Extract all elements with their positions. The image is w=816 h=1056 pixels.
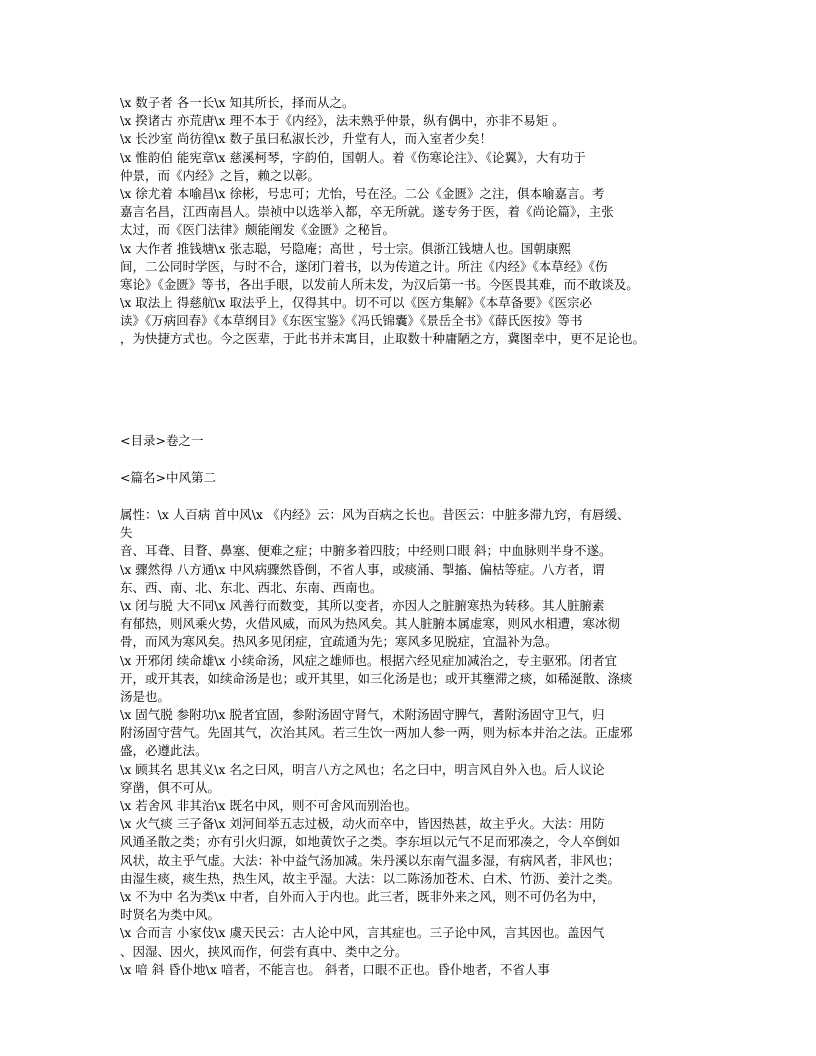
text-line: \x 开邪闭 续命雄\x 小续命汤，风症之雄师也。根据六经见症加减治之，专主驱邪。闭者宜 <box>120 652 617 668</box>
text-line: 寒论》《金匮》等书，各出手眼，以发前人所未发，为汉后第一书。今医畏其难，而不敢谈及。 <box>120 276 639 292</box>
text-line: \x 顾其名 思其义\x 名之曰风，明言八方之风也；名之曰中，明言风自外入也。后人议论 <box>120 761 605 777</box>
text-line: 东、西、南、北、东北、西北、东南、西南也。 <box>120 579 383 595</box>
text-line: 由湿生痰，痰生热，热生风，故主乎湿。大法：以二陈汤加苍术、白术、竹沥、姜汁之类。 <box>120 870 621 886</box>
text-line: \x 长沙室 尚彷徨\x 数子虽曰私淑长沙，升堂有人，而入室者少矣！ <box>120 131 492 147</box>
spacer <box>120 450 810 469</box>
document-page <box>120 94 810 979</box>
text-line: \x 不为中 名为类\x 中者，自外而入于内也。此三者，既非外来之风，则不可仍名为中， <box>120 888 605 904</box>
toc-label: <目录>卷之一 <box>120 432 204 448</box>
text-line: 、因湿、因火，挟风而作，何尝有真中、类中之分。 <box>120 943 408 959</box>
spacer <box>120 349 810 432</box>
chapter-label: <篇名>中风第二 <box>120 469 216 485</box>
passage-section-a <box>120 94 810 349</box>
text-line: \x 骤然得 八方通\x 中风病骤然昏倒，不省人事，或痰涌、掣搐、偏枯等症。八方者，谓 <box>120 561 605 577</box>
text-line: \x 固气脱 参附功\x 脱者宜固，参附汤固守肾气，术附汤固守脾气，耆附汤固守卫气，归 <box>120 707 605 723</box>
text-line: 开，或开其表，如续命汤是也；或开其里，如三化汤是也；或开其壅滞之痰，如稀涎散、涤痰 <box>120 670 633 686</box>
text-line: \x 若舍风 非其治\x 既名中风，则不可舍风而别治也。 <box>120 798 417 813</box>
text-line: \x 数子者 各一长\x 知其所长，择而从之。 <box>120 95 355 110</box>
text-line: 太过，而《医门法律》颇能阐发《金匮》之秘旨。 <box>120 222 396 238</box>
text-line: 读》《万病回春》《本草纲目》《东医宝鉴》《冯氏锦囊》《景岳全书》《薛氏医按》等书 <box>120 313 583 329</box>
text-line: \x 惟韵伯 能宪章\x 慈溪柯琴，字韵伯，国朝人。着《伤寒论注》、《论翼》，大有功于 <box>120 149 586 165</box>
text-line: 时贤名为类中风。 <box>120 907 221 923</box>
text-line: 附汤固守营气。先固其气，次治其风。若三生饮一两加人参一两，则为标本并治之法。正虚邪 <box>120 725 633 741</box>
text-line: 风状，故主乎气虚。大法：补中益气汤加减。朱丹溪以东南气温多湿，有病风者，非风也； <box>120 852 621 868</box>
text-line: 有郁热，则风乘火势，火借风威，而风为热风矣。其人脏腑本属虚寒，则风水相遭，寒冰彻 <box>120 616 621 632</box>
text-line: 穿凿，俱不可从。 <box>120 779 221 795</box>
text-line: \x 合而言 小家伎\x 虞天民云：古人论中风，言其症也。三子论中风，言其因也。盖因气 <box>120 925 605 941</box>
text-line: \x 喑 斜 昏仆地\x 喑者，不能言也。 斜者，口眼不正也。昏仆地者，不省人事 <box>120 961 550 977</box>
text-line: \x 取法上 得慈航\x 取法乎上，仅得其中。切不可以《医方集解》《本草备要》《医宗必 <box>120 295 592 311</box>
text-line: 仲景，而《内经》之旨，赖之以彰。 <box>120 167 321 183</box>
text-line: 嘉言名昌，江西南昌人。崇祯中以选举入都，卒无所就。遂专务于医，着《尚论篇》，主张 <box>120 204 614 220</box>
text-line: 汤是也。 <box>120 688 171 704</box>
text-line: \x 火气痰 三子备\x 刘河间举五志过极，动火而卒中，皆因热甚，故主乎火。大法：用防 <box>120 816 605 832</box>
text-line: 失 <box>120 525 133 541</box>
text-line: 风通圣散之类；亦有引火归源，如地黄饮子之类。李东垣以元气不足而邪凑之，令人卒倒如 <box>120 834 621 850</box>
text-line: 盛，必遵此法。 <box>120 743 208 759</box>
text-line: 音、耳聋、目瞀、鼻塞、便难之症；中腑多着四肢；中经则口眼 斜；中血脉则半身不遂。 <box>120 543 612 559</box>
text-line: \x 闭与脱 大不同\x 风善行而数变，其所以变者，亦因人之脏腑寒热为转移。其人脏腑素 <box>120 597 605 613</box>
text-line: ，为快捷方式也。今之医辈，于此书并未寓目，止取数十种庸陋之方，冀图幸中，更不足论也。 <box>120 331 646 347</box>
text-line: 属性：\x 人百病 首中风\x 《内经》云：风为百病之长也。昔医云：中脏多滞九窍，有唇缓、 <box>120 507 630 522</box>
text-line: 骨，而风为寒风矣。热风多见闭症，宜疏通为先；寒风多见脱症，宜温补为急。 <box>120 634 558 650</box>
text-line: \x 揆诸古 亦荒唐\x 理不本于《内经》，法未熟乎仲景，纵有偶中，亦非不易矩 。 <box>120 113 565 129</box>
text-line: \x 徐尤着 本喻昌\x 徐彬，号忠可；尤怡，号在泾。二公《金匮》之注，俱本喻嘉言。考 <box>120 185 605 201</box>
passage-section-b <box>120 506 810 979</box>
spacer <box>120 487 810 506</box>
text-line: \x 大作者 推钱塘\x 张志聪，号隐庵；高世 ，号士宗。俱浙江钱塘人也。国朝康熙 <box>120 240 571 256</box>
text-line: 间，二公同时学医，与时不合，遂闭门着书，以为传道之计。所注《内经》《本草经》《伤 <box>120 258 608 274</box>
